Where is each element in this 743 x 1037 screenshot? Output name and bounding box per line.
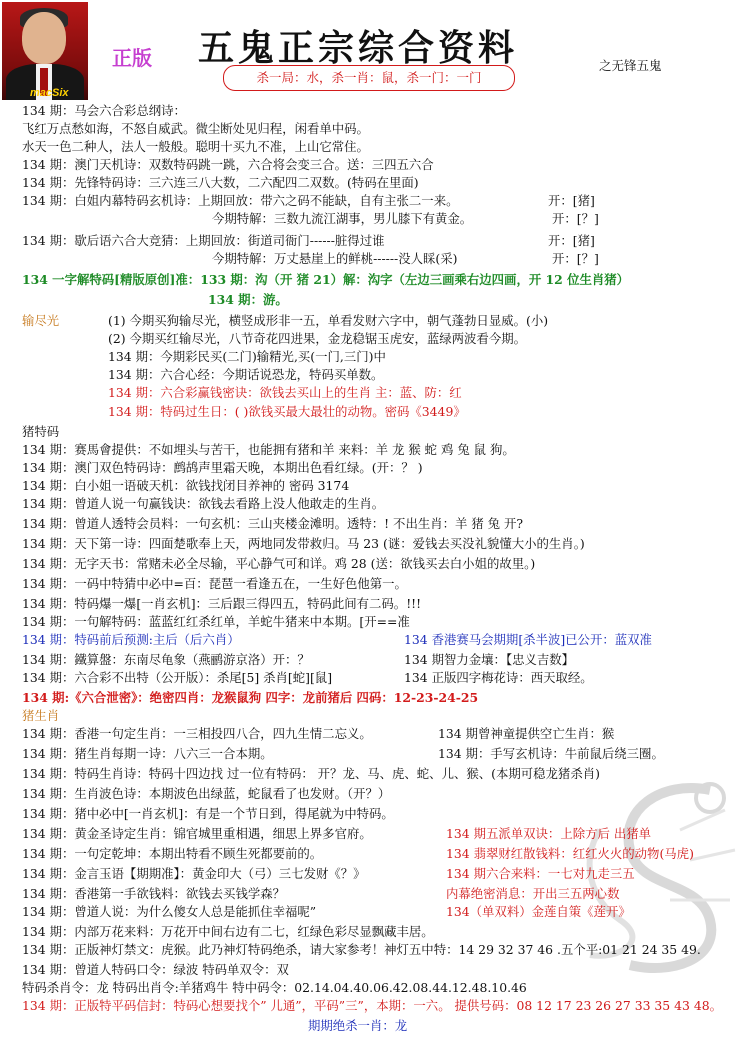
- text-line: 134 期五派单双诀：上除方后 出猪单: [446, 826, 651, 841]
- text-line: 134 期：马会六合彩总纲诗：: [22, 103, 186, 118]
- text-line: 134 期：无字天书：常赌未必全尽输，平心静气可和详。鸡 28 (送：欲钱买去白小姐的故里。): [22, 556, 536, 571]
- text-line: 134 期：生肖波色诗：本期波色出绿蓝，蛇鼠看了也发财。（开？）: [22, 786, 391, 801]
- text-line: (2) 今期买红输尽光，八节奇花四进果，金龙稳锯玉虎安，蓝绿两波看今期。: [108, 331, 526, 346]
- text-line: 134 期:《六合泄密》：绝密四肖：龙猴鼠狗 四字：龙前猪后 四码：12-23-24-25: [22, 690, 479, 705]
- text-line: 134 期智力金壤：【忠义吉数】: [404, 652, 575, 667]
- text-line: 特码杀肖令：龙 特码出肖令:羊猪鸡牛 特中码令：02.14.04.40.06.42.08.44.12.48.10.46: [22, 980, 527, 995]
- text-line: 134 期：香港第一手欲钱料：欲钱去买钱学森？: [22, 886, 286, 901]
- text-line: 134 期：鐵算盤：东南尽龟象（燕鹂游京洛）开：？: [22, 652, 310, 667]
- text-line: 134 期曾神童提供空亡生肖：猴: [438, 726, 615, 741]
- text-line: 134 期六合来料：一七对九走三五: [446, 866, 635, 881]
- text-line: 134 期：一码中特猜中必中=百：琵琶一看逢五在，一生好色他第一。: [22, 576, 407, 591]
- text-line: 134 期：猪生肖每期一诗：八六三一合本期。: [22, 746, 273, 761]
- text-line: 134 期：曾道人特码口令：绿波 特码单双令：双: [22, 962, 289, 977]
- text-line: 今期特解：万丈悬崖上的鲜桃------没人睬(采): [212, 251, 458, 266]
- text-line: 134 期：歇后语六合大竞猜：上期回放：街道司衙门------脏得过谁: [22, 233, 385, 248]
- avatar: [2, 2, 88, 100]
- text-line: 134 期：金言玉语【期期准】：黄金印大（弓）三七发财《？》: [22, 866, 366, 881]
- text-line: 134 期：一句解特码：蓝蓝红红杀红单，羊蛇牛猪来中本期。[开==准: [22, 614, 410, 629]
- text-line: 开：[猪]: [548, 233, 595, 248]
- text-line: 134 期：游。: [208, 292, 288, 307]
- text-line: 134 期：曾道人说一句赢钱诀：欲钱去看路上没人他敢走的生肖。: [22, 496, 385, 511]
- text-line: 134 期：六合彩不出特（公开版）：杀尾[5] 杀肖[蛇][鼠]: [22, 670, 333, 685]
- text-line: 134 期：曾道人说：为什么傻女人总是能抓住幸福呢”: [22, 904, 317, 919]
- text-line: 134 期：六合彩赢钱密诀：欲钱去买山上的生肖 主：蓝、防：红: [108, 385, 462, 400]
- text-line: 水天一色二种人，法人一般般。聪明十买九不准，上山它常住。: [22, 139, 369, 154]
- text-line: 134 期：白小姐一语破天机：欲钱找闭目养神的 密码 3174: [22, 478, 350, 493]
- text-line: 134 期：香港一句定生肖：一三相投四八合，四九生情二忘义。: [22, 726, 372, 741]
- text-line: 134 期：特码前后预测:主后（后六肖）: [22, 632, 240, 647]
- text-line: 134 翡翠财红散钱料：红红火火的动物(马虎): [446, 846, 694, 861]
- text-line: 输尽光: [22, 313, 60, 328]
- zhengban-label: 正版: [112, 46, 152, 70]
- text-line: 134（单双料）金莲自策《莲开》: [446, 904, 631, 919]
- text-line: 134 期：特码爆一爆[一肖玄机]：三后跟三得四五，特码此间有二码。!!!: [22, 596, 422, 611]
- text-line: 内幕绝密消息：开出三五两心数: [446, 886, 620, 901]
- text-line: 134 期：正版神灯禁文：虎猴。此乃神灯特码绝杀，请大家参考！神灯五中特：14 29 32 37 46 .五个平:01 21 24 35 49.: [22, 942, 701, 957]
- text-line: 猪生肖: [22, 708, 60, 723]
- text-line: (1) 今期买狗输尽光，横竖成形非一五，单看发财六字中，朝气蓬勃日显威。(小): [108, 313, 549, 328]
- text-line: 134 期：特码过生日：( )欲钱买最大最壮的动物。密码《3449》: [108, 404, 466, 419]
- text-line: 134 期：澳门双色特码诗：鹧鸪声里霜天晚，本期出色看红绿。(开：？ ): [22, 460, 423, 475]
- text-line: 开：[猪]: [548, 193, 595, 208]
- text-line: 134 期：天下第一诗：四面楚歌奉上天，两地同发带救归。马 23 (谜：爱钱去买没礼貌懂大小的生肖。): [22, 536, 585, 551]
- text-line: 134 期：赛馬會提供：不如埋头与苦干，也能拥有猪和羊 来料：羊 龙 猴 蛇 鸡 兔 鼠 狗。: [22, 442, 515, 457]
- text-line: 134 正版四字梅花诗：西天取经。: [404, 670, 593, 685]
- text-line: 134 一字解特码[精版原创]准：133 期：沟（开 猪 21）解：沟字（左边三画乘右边四画，开 12 位生肖猪）: [22, 272, 630, 287]
- text-line: 134 香港赛马会期期[杀半波]已公开：蓝双准: [404, 632, 652, 647]
- text-line: 期期绝杀一肖：龙: [308, 1018, 408, 1033]
- text-line: 134 期：特码生肖诗：特码十四边找 过一位有特码： 开？龙、马、虎、蛇、儿、猴、(本期可稳龙猪杀肖): [22, 766, 600, 781]
- text-line: 134 期：正版特平码信封：特码心想要找个” 儿通”，平码”三”，本期：一六。 提供号码：08 12 17 23 26 27 33 35 43 48。: [22, 998, 722, 1013]
- text-line: 134 期：黄金圣诗定生肖：锦官城里重相遇，细思上界多官府。: [22, 826, 372, 841]
- subtitle: 之无锋五鬼: [599, 58, 662, 73]
- text-line: 134 期：澳门天机诗：双数特码跳一跳，六合将会变三合。送：三四五六合: [22, 157, 434, 172]
- text-line: 134 期：先锋特码诗：三六连三八大数，二六配四二双数。(特码在里面): [22, 175, 419, 190]
- text-line: 134 期：曾道人透特会员料：一句玄机：三山夹楼金滩明。透特：! 不出生肖：羊 猪 兔 开?: [22, 516, 524, 531]
- text-line: 134 期：一句定乾坤：本期出特看不顾生死都要前的。: [22, 846, 323, 861]
- text-line: 134 期：今期彩民买(二门)输精光,买(一门,三门)中: [108, 349, 386, 364]
- text-line: 开：[？]: [552, 251, 599, 266]
- text-line: 134 期：内部万花来料：万花开中间右边有二七，红绿色彩尽显飘藏丰居。: [22, 924, 434, 939]
- text-line: 猪特码: [22, 424, 60, 439]
- text-line: 今期特解：三数九流江湖事，男儿膝下有黄金。: [212, 211, 473, 226]
- text-line: 开：[？]: [552, 211, 599, 226]
- text-line: 134 期：猪中必中[一肖玄机]：有是一个节日到，得尾就为中特码。: [22, 806, 394, 821]
- page-title: 五鬼正宗综合资料: [198, 27, 519, 69]
- avatar-tag: macSix: [30, 87, 69, 99]
- kill-line-badge: 杀一局：水，杀一肖：鼠，杀一门：一门: [223, 65, 515, 91]
- text-line: 134 期：白姐内幕特码玄机诗：上期回放：带六之码不能缺，自有主张二一来。: [22, 193, 459, 208]
- text-line: 飞红万点愁如海，不怒自威武。微尘断处见归程，闲看单中码。: [22, 121, 369, 136]
- text-line: 134 期：六合心经：今期话说恐龙，特码买单数。: [108, 367, 384, 382]
- text-line: 134 期：手写玄机诗：牛前鼠后绕三圈。: [438, 746, 664, 761]
